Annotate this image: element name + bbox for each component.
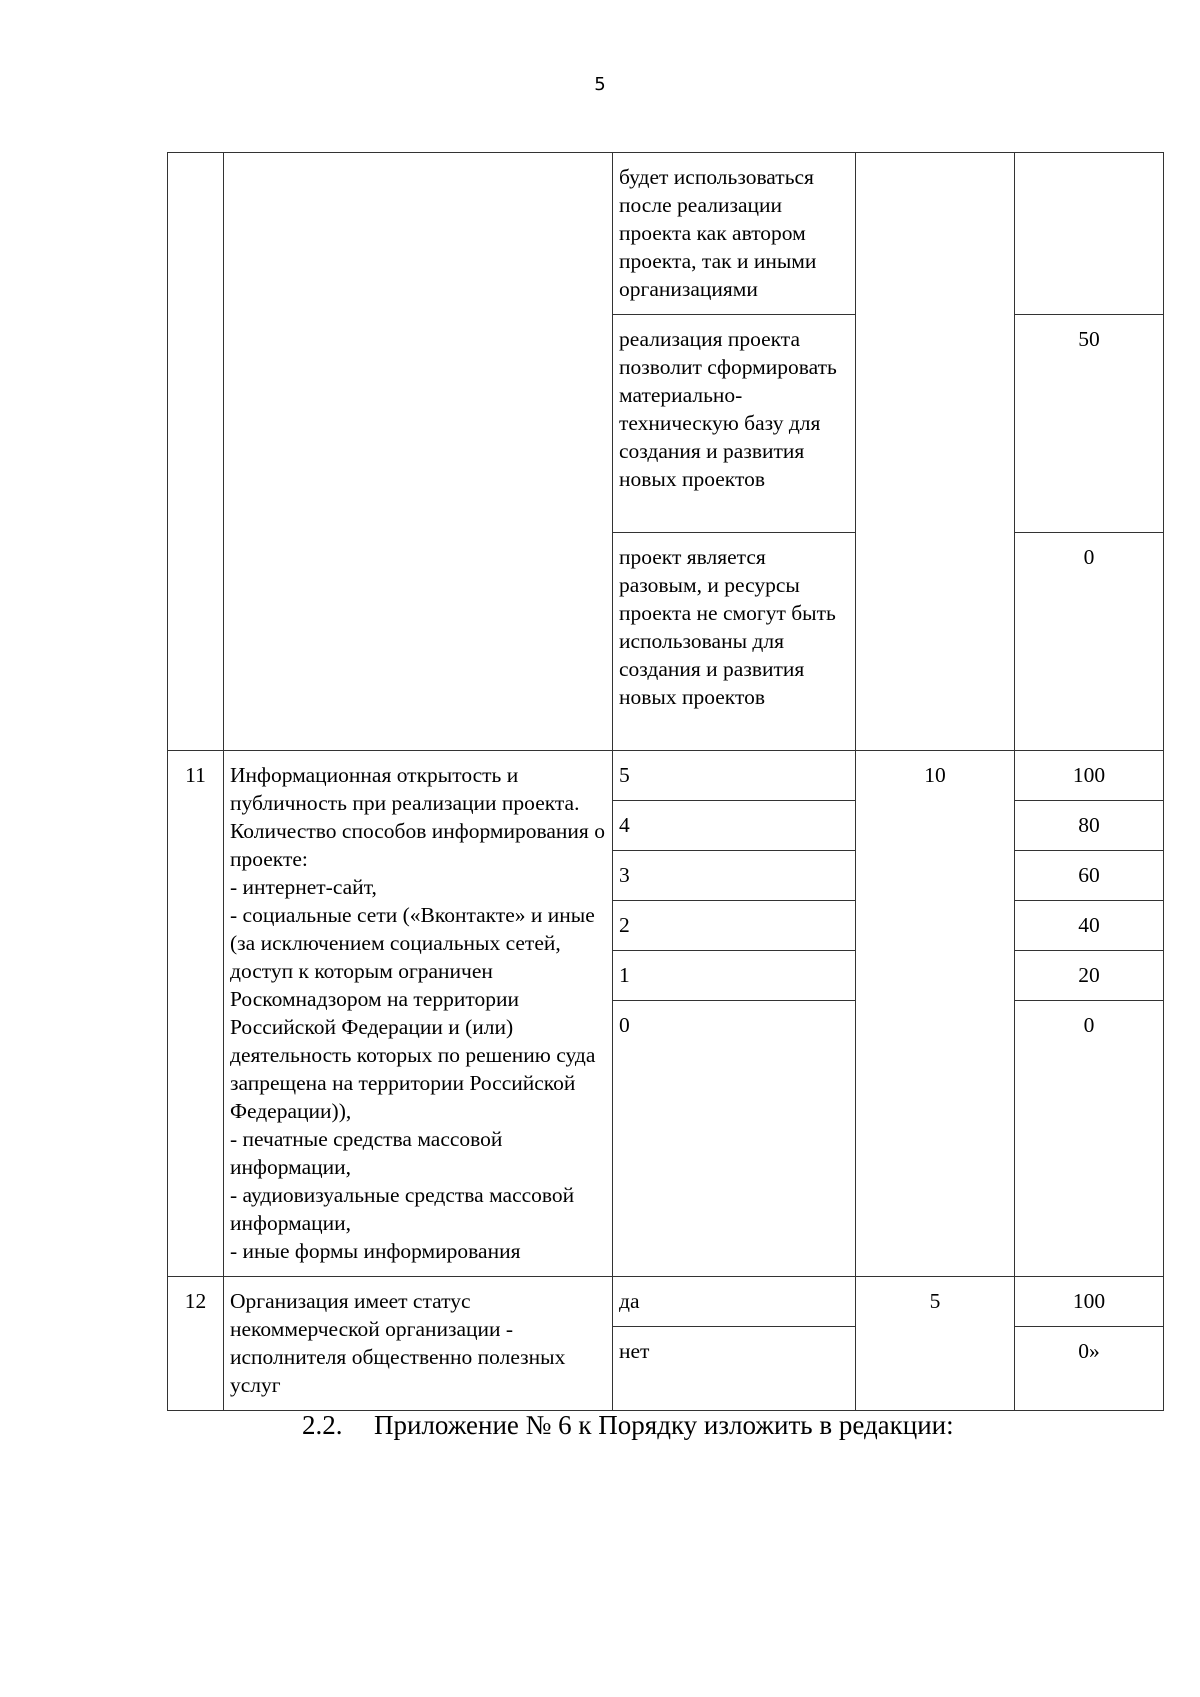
score-cell: 40 bbox=[1015, 901, 1164, 951]
weight-cell: 5 bbox=[856, 1277, 1015, 1411]
score-cell: 80 bbox=[1015, 801, 1164, 851]
criterion-cell bbox=[224, 153, 613, 751]
amendment-number: 2.2. bbox=[302, 1410, 343, 1440]
option-cell: да bbox=[613, 1277, 856, 1327]
amendment-text: Приложение № 6 к Порядку изложить в редакции: bbox=[374, 1410, 954, 1440]
score-cell: 50 bbox=[1015, 315, 1164, 533]
table-row bbox=[168, 153, 1164, 315]
option-cell: 5 bbox=[613, 751, 856, 801]
option-cell: 4 bbox=[613, 801, 856, 851]
score-cell: 100 bbox=[1015, 751, 1164, 801]
option-cell: реализация проекта позволит сформировать материально-техническую базу для создания и развития новых проектов bbox=[613, 315, 856, 533]
weight-cell bbox=[856, 153, 1015, 751]
criteria-table bbox=[167, 152, 1164, 1411]
row-number-cell: 11 bbox=[168, 751, 224, 1277]
criterion-text: - печатные средства массовой информации, bbox=[230, 1127, 503, 1179]
amendment-paragraph bbox=[302, 1410, 954, 1441]
option-cell: 0 bbox=[613, 1001, 856, 1277]
score-cell: 100 bbox=[1015, 1277, 1164, 1327]
table-row bbox=[168, 1277, 1164, 1327]
score-cell: 0» bbox=[1015, 1327, 1164, 1411]
row-number-cell bbox=[168, 153, 224, 751]
criterion-cell: Организация имеет статус некоммерческой организации - исполнителя общественно полезных услуг bbox=[224, 1277, 613, 1411]
weight-cell: 10 bbox=[856, 751, 1015, 1277]
score-cell: 20 bbox=[1015, 951, 1164, 1001]
option-cell: будет использоваться после реализации проекта как автором проекта, так и иными организациями bbox=[613, 153, 856, 315]
score-cell: 0 bbox=[1015, 1001, 1164, 1277]
option-cell: 3 bbox=[613, 851, 856, 901]
criterion-text: - социальные сети («Вконтакте» и иные (за исключением социальных сетей, доступ к которым ограничен Роскомнадзором на территории Российской Федерации и (или) деятельность которых по решению суда запрещена на территории Российской Федерации)), bbox=[230, 903, 596, 1123]
page-number: 5 bbox=[594, 74, 606, 95]
score-cell bbox=[1015, 153, 1164, 315]
option-cell: нет bbox=[613, 1327, 856, 1411]
criterion-text: Информационная открытость и публичность при реализации проекта. Количество способов информирования о проекте: bbox=[230, 763, 605, 871]
score-cell: 0 bbox=[1015, 533, 1164, 751]
row-number-cell: 12 bbox=[168, 1277, 224, 1411]
score-cell: 60 bbox=[1015, 851, 1164, 901]
criterion-cell bbox=[224, 751, 613, 1277]
table-row bbox=[168, 751, 1164, 801]
criterion-text: - аудиовизуальные средства массовой информации, bbox=[230, 1183, 575, 1235]
option-cell: 1 bbox=[613, 951, 856, 1001]
criterion-text: - иные формы информирования bbox=[230, 1239, 521, 1263]
option-cell: 2 bbox=[613, 901, 856, 951]
option-cell: проект является разовым, и ресурсы проекта не смогут быть использованы для создания и развития новых проектов bbox=[613, 533, 856, 751]
criterion-text: - интернет-сайт, bbox=[230, 875, 377, 899]
